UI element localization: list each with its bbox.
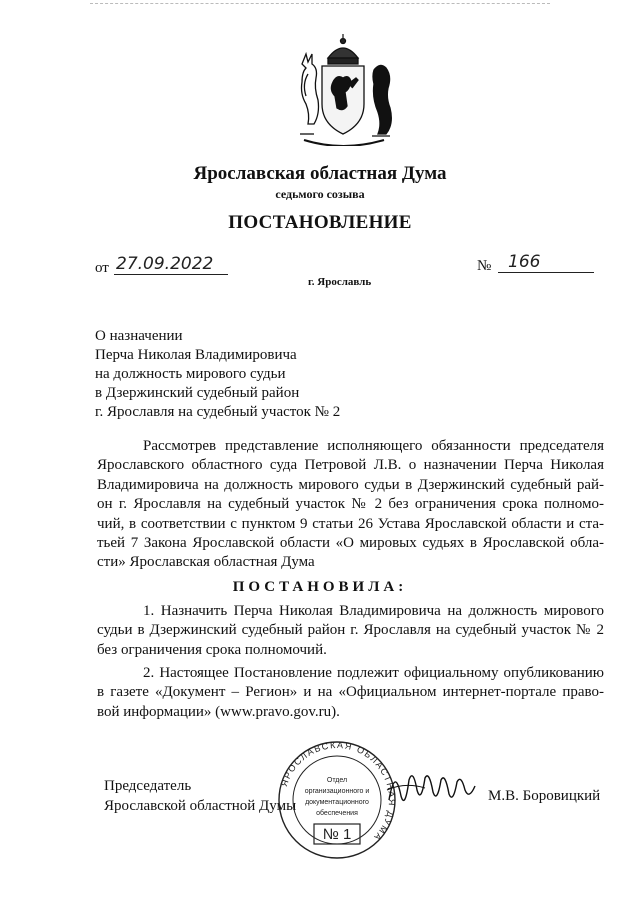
signatory-title-line: Ярославской областной Думы [104, 798, 297, 814]
stamp-line: документационного [305, 799, 369, 806]
subject-line: в Дзержинский судебный район [95, 385, 300, 401]
decree-item-1 [97, 602, 604, 660]
subject-line: Перча Николая Владимировича [95, 347, 297, 363]
organization-title: Ярославская областная Дума [193, 163, 447, 184]
official-stamp [272, 740, 402, 860]
city-label: г. Ярославль [308, 276, 372, 288]
signatory-name: М.В. Боровицкий [488, 788, 601, 804]
item-line: в газете «Документ – Регион» и на «Официальном интернет-портале право- [97, 684, 604, 701]
decree-heading: ПОСТАНОВИЛА: [232, 579, 408, 595]
stamp-line: Отдел [326, 777, 348, 784]
item-line: 1. Назначить Перча Николая Владимировича на должность мирового [143, 603, 604, 619]
item-line: без ограничения срока полномочий. [97, 641, 327, 658]
preamble-line: Ярославского областного суда Петровой Л.В. о назначении Перча Николая [97, 457, 604, 474]
decree-item-2 [97, 664, 604, 722]
number-value: 166 [498, 252, 594, 273]
document-type-title: ПОСТАНОВЛЕНИЕ [228, 212, 412, 233]
coat-of-arms-icon [288, 34, 398, 146]
date-prefix: от [95, 260, 109, 276]
preamble-line: Владимировича на должность мирового судьи в Дзержинский судебный рай- [97, 476, 604, 493]
convocation-subtitle: седьмого созыва [275, 187, 365, 201]
stamp-line: обеспечения [316, 810, 358, 817]
stamp-number: № 1 [322, 826, 352, 843]
stamp-ring-text: ЯРОСЛАВСКАЯ ОБЛАСТНАЯ ДУМА [278, 740, 398, 844]
signatory-title-line: Председатель [104, 778, 192, 794]
item-line: вой информации» (www.pravo.gov.ru). [97, 703, 340, 720]
stamp-line: организационного и [304, 788, 370, 795]
preamble-line: он г. Ярославля на судебный участок № 2 без ограничения срока полномо- [97, 496, 604, 513]
item-line: судьи в Дзержинский судебный район г. Ярославля на судебный участок № 2 [97, 622, 604, 639]
preamble-line: чий, в соответствии с пунктом 9 статьи 26 Устава Ярославской области и ста- [97, 515, 604, 532]
preamble-line: тьей 7 Закона Ярославской области «О мировых судьях в Ярославской обла- [97, 535, 604, 552]
preamble-line: сти» Ярославская областная Дума [97, 554, 315, 571]
preamble-line: Рассмотрев представление исполняющего обязанности председателя [143, 438, 604, 454]
subject-line: на должность мирового судьи [95, 366, 286, 382]
item-line: 2. Настоящее Постановление подлежит официальному опубликованию [143, 665, 604, 681]
scan-edge-line [90, 3, 550, 4]
subject-block [95, 327, 340, 422]
preamble-paragraph [97, 437, 604, 573]
number-prefix: № [477, 258, 492, 274]
subject-line: г. Ярославля на судебный участок № 2 [95, 404, 341, 420]
date-value: 27.09.2022 [114, 254, 228, 275]
subject-line: О назначении [95, 328, 183, 344]
signatory-title [104, 776, 296, 816]
handwritten-signature [385, 760, 480, 815]
